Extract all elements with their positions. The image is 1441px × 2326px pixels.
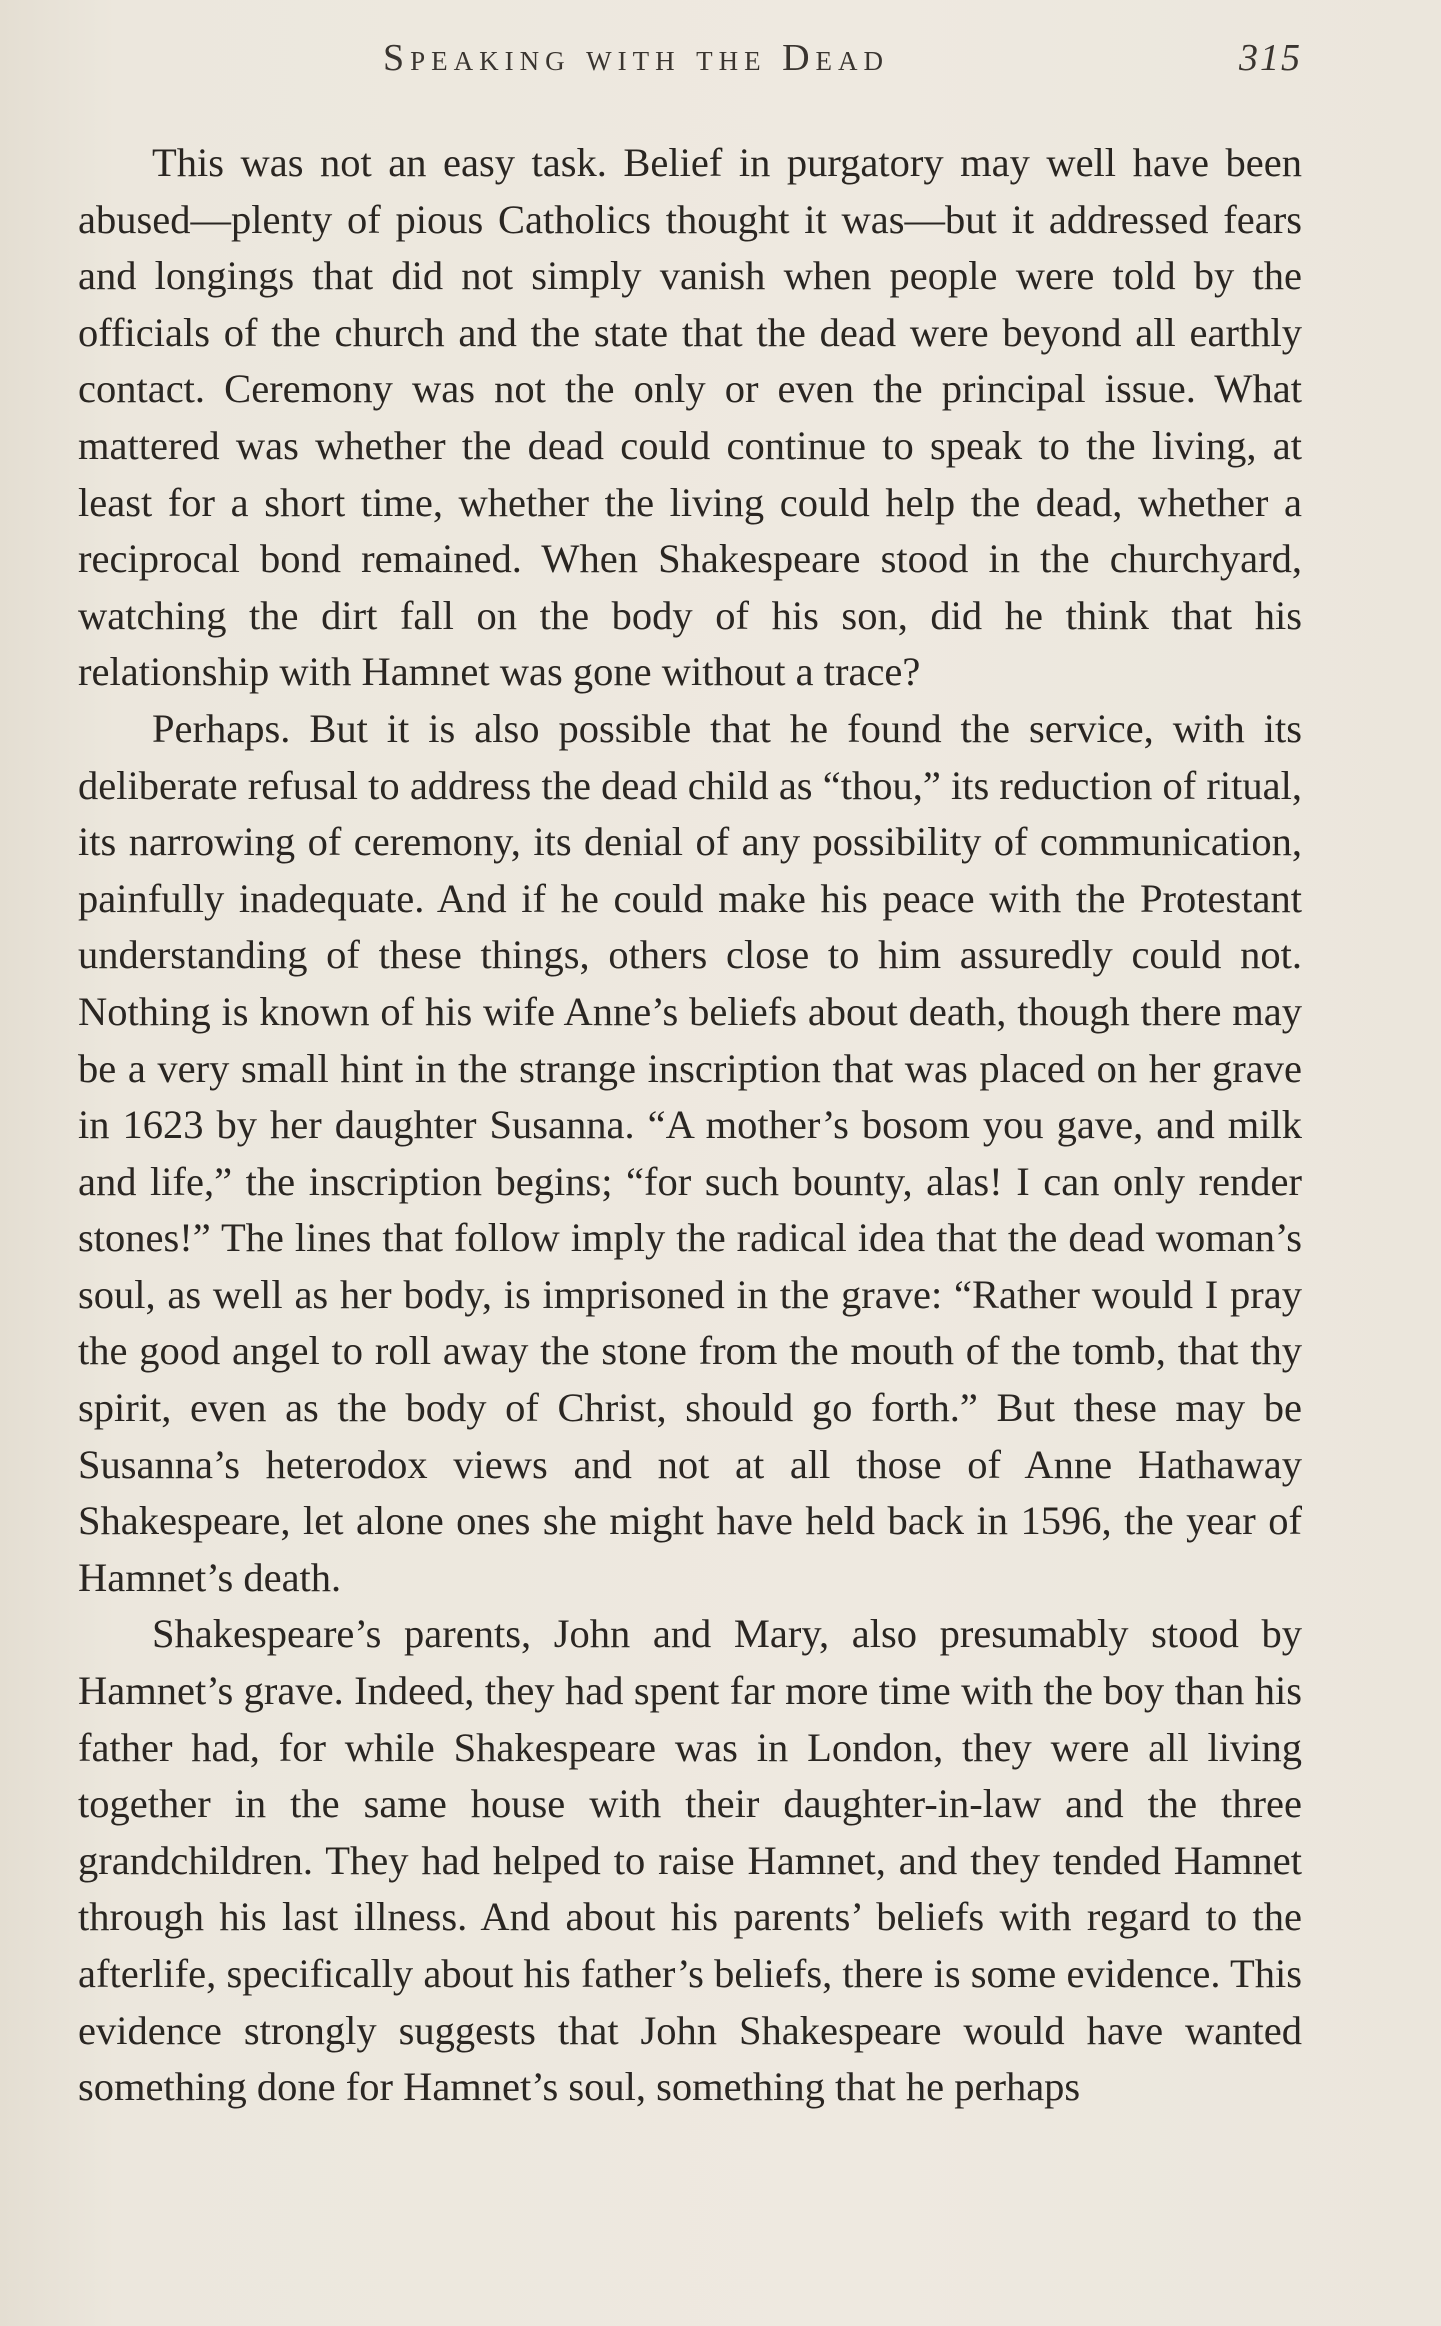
paragraph: Shakespeare’s parents, John and Mary, also presumably stood by Hamnet’s grave. Indeed, they had spent far more time with the boy than his father had, for while Shakespeare was in London, they were all living together in the same house with their daughter-in-law and the three grandchildren. They had helped to raise Hamnet, and they tended Hamnet through his last illness. And about his parents’ beliefs with regard to the afterlife, specifically about his father’s beliefs, there is some evidence. This evidence strongly suggests that John Shakespeare would have wanted something done for Hamnet’s soul, something that he perhaps: [78, 1611, 1302, 2110]
running-head: [78, 36, 1302, 86]
body-text: [78, 135, 1302, 2116]
paragraph: This was not an easy task. Belief in purgatory may well have been abused—plenty of pious Catholics thought it was—but it addressed fears and longings that did not simply vanish when people were told by the officials of the church and the state that the dead were beyond all earthly contact. Ceremony was not the only or even the principal issue. What mattered was whether the dead could continue to speak to the living, at least for a short time, whether the living could help the dead, whether a reciprocal bond remained. When Shakespeare stood in the churchyard, watching the dirt fall on the body of his son, did he think that his relationship with Hamnet was gone without a trace?: [78, 140, 1302, 695]
page-number: 315: [1239, 37, 1302, 79]
paragraph: Perhaps. But it is also possible that he found the service, with its deliberate refusal to address the dead child as “thou,” its reduction of ritual, its narrowing of ceremony, its denial of any possibility of communication, painfully inadequate. And if he could make his peace with the Protestant understanding of these things, others close to him assuredly could not. Nothing is known of his wife Anne’s beliefs about death, though there may be a very small hint in the strange inscription that was placed on her grave in 1623 by her daughter Susanna. “A mother’s bosom you gave, and milk and life,” the inscription begins; “for such bounty, alas! I can only render stones!” The lines that follow imply the radical idea that the dead woman’s soul, as well as her body, is imprisoned in the grave: “Rather would I pray the good angel to roll away the stone from the mouth of the tomb, that thy spirit, even as the body of Christ, should go forth.” But these may be Susanna’s heterodox views and not at all those of Anne Hathaway Shakespeare, let alone ones she might have held back in 1596, the year of Hamnet’s death.: [78, 705, 1302, 1600]
running-head-title: Speaking with the Dead: [383, 37, 890, 79]
